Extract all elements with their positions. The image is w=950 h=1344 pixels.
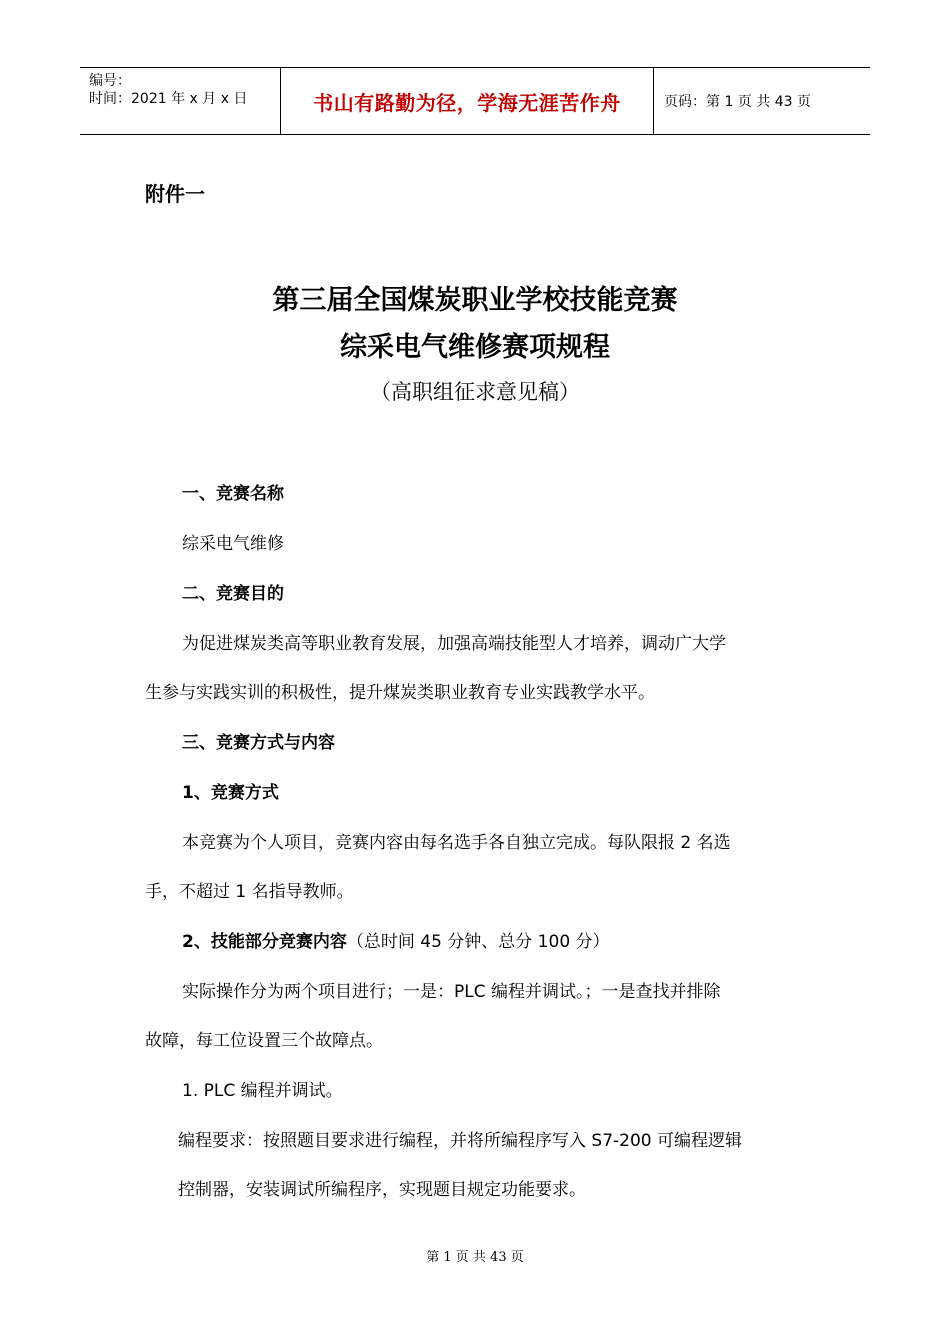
header-motto: 书山有路勤为径，学海无涯苦作舟: [280, 68, 654, 134]
document-title-line2: 综采电气维修赛项规程: [340, 332, 610, 363]
page-footer: 第 1 页 共 43 页: [426, 1250, 524, 1265]
document-subtitle: （高职组征求意见稿）: [370, 380, 580, 404]
section1-heading: 一、竞赛名称: [182, 484, 284, 504]
attachment-label: 附件一: [145, 182, 205, 206]
section3-2-note: （总时间 45 分钟、总分 100 分）: [346, 932, 610, 952]
section2-heading: 二、竞赛目的: [182, 584, 284, 604]
section3-2-heading: 2、技能部分竞赛内容: [182, 932, 347, 952]
document-header: [80, 67, 870, 135]
header-left-cell: [80, 68, 280, 134]
section3-heading: 三、竞赛方式与内容: [182, 733, 335, 753]
section3-2-heading-line: [182, 927, 610, 952]
section3-1-paragraph-line2: 手，不超过 1 名指导教师。: [145, 882, 354, 902]
item1-paragraph-line1: 编程要求：按照题目要求进行编程，并将所编程序写入 S7-200 可编程逻辑: [178, 1131, 742, 1151]
section3-2-paragraph-line1: 实际操作分为两个项目进行；一是：PLC 编程并调试。；一是查找并排除: [182, 982, 721, 1002]
item1-paragraph-line2: 控制器，安装调试所编程序，实现题目规定功能要求。: [178, 1180, 586, 1200]
section2-paragraph-line1: 为促进煤炭类高等职业教育发展，加强高端技能型人才培养，调动广大学: [182, 634, 726, 654]
item1-heading: 1. PLC 编程并调试。: [182, 1081, 343, 1101]
section1-text: 综采电气维修: [182, 534, 284, 554]
section2-paragraph-line2: 生参与实践实训的积极性，提升煤炭类职业教育专业实践教学水平。: [145, 683, 655, 703]
section3-1-heading: 1、竞赛方式: [182, 783, 279, 803]
number-label: 编号：: [89, 73, 131, 89]
section3-1-paragraph-line1: 本竞赛为个人项目，竞赛内容由每名选手各自独立完成。每队限报 2 名选: [182, 833, 731, 853]
header-page-info: 页码：第 1 页 共 43 页: [664, 94, 811, 110]
document-title-line1: 第三届全国煤炭职业学校技能竞赛: [272, 285, 678, 316]
time-label: 时间：2021 年 x 月 x 日: [89, 91, 248, 107]
section3-2-paragraph-line2: 故障，每工位设置三个故障点。: [145, 1031, 383, 1051]
